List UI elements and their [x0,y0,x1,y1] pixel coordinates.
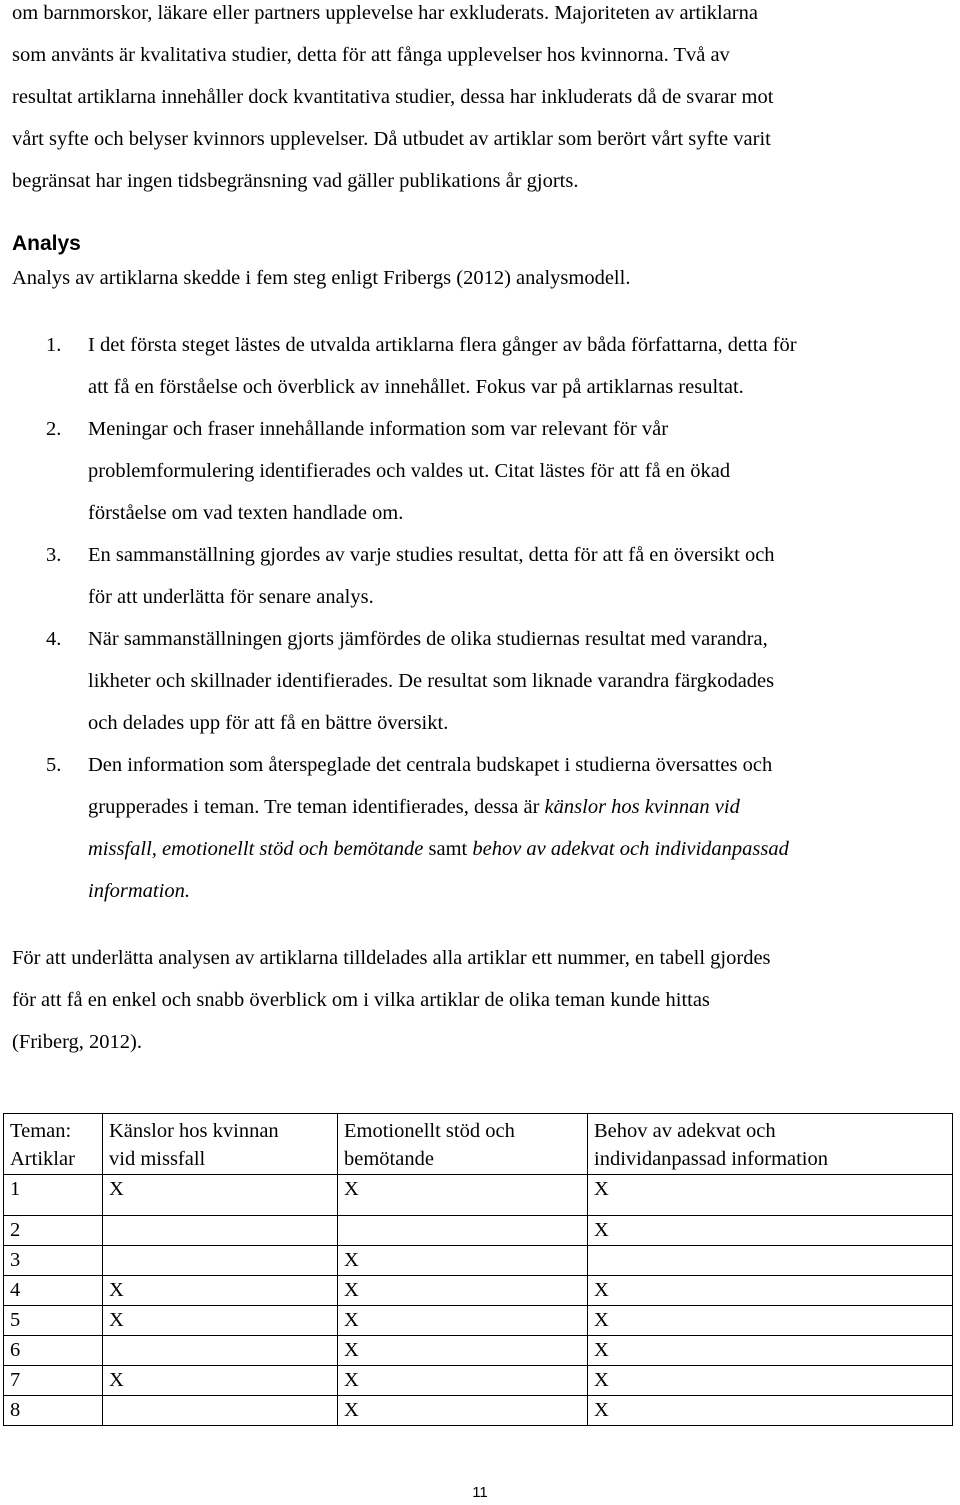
table-cell: 2 [4,1216,103,1246]
table-cell [103,1246,338,1276]
table-cell: X [588,1336,953,1366]
step-line: likheter och skillnader identifierades. De resultat som liknade varandra färgkodades [88,670,775,692]
table-cell: X [103,1175,338,1216]
themes-table [3,1113,953,1426]
table-cell [103,1216,338,1246]
table-cell: 6 [4,1336,103,1366]
table-header-cell [338,1114,588,1175]
page-number: 11 [472,1484,488,1501]
step-number: 2. [46,418,62,440]
table-cell: X [103,1276,338,1306]
step-number: 4. [46,628,62,650]
step-text: samt [423,838,473,860]
analysis-step [12,324,952,408]
table-cell: 4 [4,1276,103,1306]
table-header-cell [588,1114,953,1175]
table-cell [588,1246,953,1276]
step-line: och delades upp för att få en bättre översikt. [88,712,449,734]
step-line: En sammanställning gjordes av varje studies resultat, detta för att få en översikt och [88,544,775,566]
intro-line: begränsat har ingen tidsbegränsning vad gäller publikations år gjorts. [12,170,579,192]
table-cell: X [588,1396,953,1426]
table-cell: X [103,1306,338,1336]
header-text: Teman: [10,1120,72,1142]
closing-paragraph [12,937,952,1063]
header-text: Behov av adekvat och [594,1120,776,1142]
analysis-intro: Analys av artiklarna skedde i fem steg enligt Fribergs (2012) analysmodell. [12,267,631,289]
table-cell [338,1216,588,1246]
intro-paragraph [12,0,952,202]
table-row [4,1216,953,1246]
table-row [4,1396,953,1426]
table-cell: X [338,1396,588,1426]
table-cell: X [588,1276,953,1306]
analysis-step [12,744,952,912]
table-header-cell [4,1114,103,1175]
table-cell: X [588,1216,953,1246]
intro-line: om barnmorskor, läkare eller partners upplevelse har exkluderats. Majoriteten av artiklarna [12,2,758,24]
step-line [88,870,952,912]
table-header-row [4,1114,953,1175]
analysis-step [12,408,952,534]
table-cell: X [338,1276,588,1306]
step-line [88,786,952,828]
table-cell: 7 [4,1366,103,1396]
step-number: 5. [46,754,62,776]
intro-line: vårt syfte och belyser kvinnors upplevelser. Då utbudet av artiklar som berört vårt syfte varit [12,128,771,150]
table-cell [103,1396,338,1426]
step-number: 1. [46,334,62,356]
table-row [4,1336,953,1366]
header-text: vid missfall [109,1148,206,1170]
table-cell: X [338,1336,588,1366]
step-line: När sammanställningen gjorts jämfördes de olika studiernas resultat med varandra, [88,628,768,650]
theme-name-italic: behov av adekvat och individanpassad [472,838,789,860]
table-cell: X [588,1306,953,1336]
table-cell: X [338,1366,588,1396]
header-text: Emotionellt stöd och [344,1120,515,1142]
table-header-cell [103,1114,338,1175]
step-line: förståelse om vad texten handlade om. [88,502,404,524]
header-text: Artiklar [10,1148,75,1170]
table-row [4,1276,953,1306]
table-cell: X [588,1366,953,1396]
table-row [4,1366,953,1396]
table-cell: X [338,1175,588,1216]
step-line: problemformulering identifierades och valdes ut. Citat lästes för att få en ökad [88,460,731,482]
intro-line: resultat artiklarna innehåller dock kvantitativa studier, dessa har inkluderats då de svarar mot [12,86,774,108]
table-cell: 8 [4,1396,103,1426]
table-cell [103,1336,338,1366]
theme-name-italic: information. [88,880,190,902]
step-line: I det första steget lästes de utvalda artiklarna flera gånger av båda författarna, detta för [88,334,797,356]
closing-line: (Friberg, 2012). [12,1031,143,1053]
section-heading: Analys [12,232,81,255]
table-cell: X [338,1306,588,1336]
analysis-step [12,618,952,744]
table-cell: 1 [4,1175,103,1216]
theme-name-italic: känslor hos kvinnan vid [544,796,740,818]
header-text: Känslor hos kvinnan [109,1120,279,1142]
header-text: bemötande [344,1148,434,1170]
table-cell: X [103,1366,338,1396]
closing-line: för att få en enkel och snabb överblick om i vilka artiklar de olika teman kunde hittas [12,989,710,1011]
theme-name-italic: missfall, emotionellt stöd och bemötande [88,838,424,860]
step-line: Meningar och fraser innehållande information som var relevant för vår [88,418,669,440]
table-row [4,1306,953,1336]
step-text: grupperades i teman. Tre teman identifierades, dessa är [88,796,545,818]
step-number: 3. [46,544,62,566]
step-line: att få en förståelse och överblick av innehållet. Fokus var på artiklarnas resultat. [88,376,744,398]
analysis-steps-list [12,324,952,912]
analysis-step [12,534,952,618]
table-cell: 3 [4,1246,103,1276]
closing-line: För att underlätta analysen av artiklarna tilldelades alla artiklar ett nummer, en tabell gjordes [12,947,771,969]
table-row [4,1175,953,1216]
header-text: individanpassad information [594,1148,828,1170]
table-row [4,1246,953,1276]
step-line: Den information som återspeglade det centrala budskapet i studierna översattes och [88,754,773,776]
step-line: för att underlätta för senare analys. [88,586,374,608]
table-cell: X [338,1246,588,1276]
table-cell: X [588,1175,953,1216]
table-cell: 5 [4,1306,103,1336]
intro-line: som använts är kvalitativa studier, detta för att fånga upplevelser hos kvinnorna. Två av [12,44,730,66]
step-line [88,828,952,870]
